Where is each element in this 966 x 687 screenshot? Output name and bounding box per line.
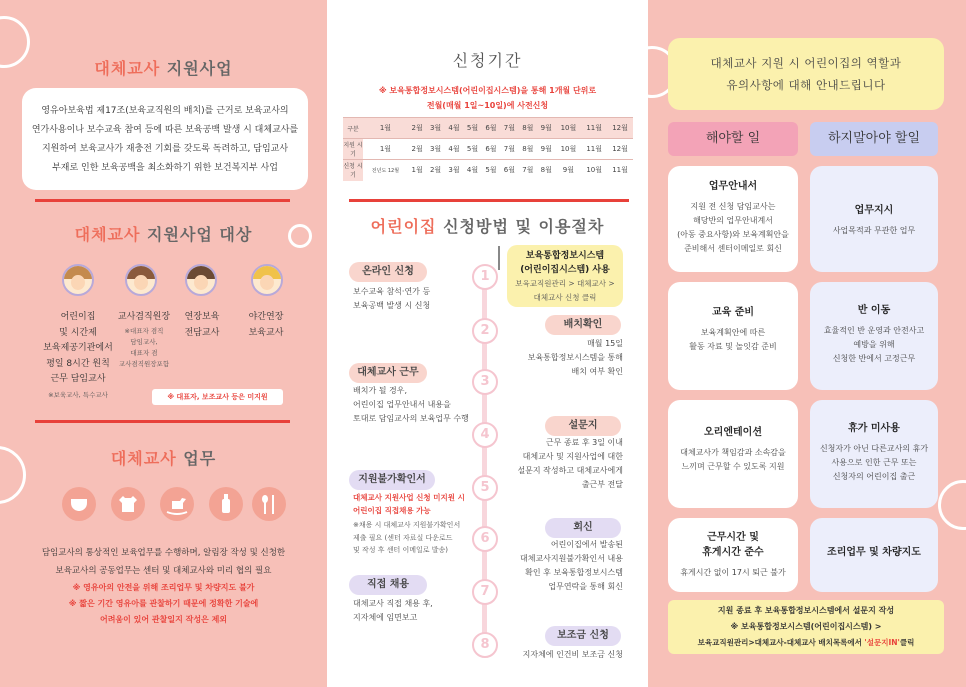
application-period-note: ※ 보육통합정보시스템(어린이집시스템)을 통해 1개월 단위로 전월(매월 1일~10일)에 사전신청 bbox=[378, 86, 597, 110]
step-6-desc: 어린이집에서 발송된 대체교사지원불가확인서 내용 확인 후 보육통합정보시스템 업무연락을 통해 회신 bbox=[519, 540, 623, 591]
divider bbox=[35, 420, 290, 423]
pointer-hand-icon bbox=[498, 246, 504, 270]
extended-teacher-avatar-icon bbox=[185, 264, 217, 296]
step-2-number: 2 bbox=[472, 318, 498, 344]
schedule-header-row: 구분 1월 2월 3월 4월 5월 6월 7월 8월 9월 10월 11월 12월 bbox=[343, 118, 633, 139]
panel-left bbox=[0, 0, 327, 687]
procedure-title: 어린이집 신청방법 및 이용절차 bbox=[370, 217, 605, 236]
target-night: 야간연장 보육교사 bbox=[248, 312, 284, 338]
support-description-box bbox=[22, 88, 308, 190]
do-card-orientation: 오리엔테이션 대체교사가 책임감과 소속감을 느끼며 근무할 수 있도록 지원 bbox=[668, 400, 798, 508]
divider bbox=[349, 199, 629, 202]
dont-card-instructions: 업무지시 사업목적과 무관한 업무 bbox=[810, 166, 938, 272]
baby-onesie-icon bbox=[111, 487, 145, 521]
step-7-desc: 대체교사 직접 채용 후, 지자체에 임면보고 bbox=[353, 599, 433, 622]
step-6-number: 6 bbox=[472, 526, 498, 552]
section-title-targets: 대체교사 지원사업 대상 bbox=[74, 225, 253, 244]
panel-middle bbox=[327, 0, 648, 687]
step-7-number: 7 bbox=[472, 579, 498, 605]
step-1-label: 온라인 신청 bbox=[349, 262, 427, 282]
do-card-manual: 업무안내서 지원 전 신청 담임교사는 해당반의 업무안내계서 (아동 중요사항)와 보육계획안을 준비해서 센터이메일로 회신 bbox=[668, 166, 798, 272]
step-5-number: 5 bbox=[472, 475, 498, 501]
support-text-line: 지원하여 보육교사가 재충전 기회를 갖도록 독려하고, 담임교사 bbox=[41, 144, 289, 154]
application-period-title: 신청기간 bbox=[452, 51, 523, 70]
support-text-line: 영유아보육법 제17조(보육교직원의 배치)를 근거로 보육교사의 bbox=[41, 106, 289, 116]
step-5-desc: ※채용 시 대체교사 지원불가확인서 제출 필요 (센터 자료실 다운로드 및 작성 후 센터 이메일로 발송) bbox=[353, 521, 461, 554]
divider bbox=[35, 199, 290, 202]
panel-right bbox=[648, 0, 966, 687]
duties-description: 담임교사의 통상적인 보육업무를 수행하며, 알림장 작성 및 신청한 보육교사의 공동업무는 센터 및 대체교사와 미리 협의 필요 bbox=[41, 548, 286, 576]
target-director: 교사겸직원장 ※대표자 겸직 담임교사, 대표자 겸 교사겸직원장포함 bbox=[117, 312, 171, 368]
step-4-number: 4 bbox=[472, 422, 498, 448]
survey-footer: 지원 종료 후 보육통합정보시스템에서 설문지 작성 ※ 보육통합정보시스템(어린이집시스템) > 보육교직원관리>대체교사-대체교사 배치목록에서 '설문지IN'클릭 bbox=[668, 600, 944, 654]
support-text-line: 부재로 인한 보육공백을 최소화하기 위한 보건복지부 사업 bbox=[52, 163, 278, 173]
section-title-support: 대체교사 지원사업 bbox=[94, 59, 233, 78]
step-5-red-desc: 대체교사 지원사업 신청 미지원 시 어린이집 직접채용 가능 bbox=[353, 493, 465, 515]
target-extended: 연장보육 전담교사 bbox=[184, 312, 220, 338]
step-3-number: 3 bbox=[472, 369, 498, 395]
exclusion-note: ※ 대표자, 보조교사 등은 미지원 bbox=[152, 389, 283, 405]
schedule-support-row: 지원 시기 1월 2월 3월 4월 5월 6월 7월 8월 9월 10월 11월 12월 bbox=[343, 139, 633, 160]
role-banner: 대체교사 지원 시 어린이집의 역할과 유의사항에 대해 안내드립니다 bbox=[668, 38, 944, 110]
do-card-work-hours: 근무시간 및 휴게시간 준수 휴게시간 없이 17시 퇴근 불가 bbox=[668, 518, 798, 592]
rocking-horse-icon bbox=[160, 487, 194, 521]
step-1-desc: 보수교육 참석·연가 등 보육공백 발생 시 신청 bbox=[353, 287, 431, 310]
step-8-desc: 지자체에 인건비 보조금 신청 bbox=[522, 650, 623, 659]
do-card-education: 교육 준비 보육계획안에 따른 활동 자료 및 놀잇감 준비 bbox=[668, 282, 798, 390]
step-3-desc: 배치가 될 경우, 어린이집 업무안내서 내용을 토대로 담임교사의 보육업무 수행 bbox=[353, 386, 469, 423]
do-header: 해야할 일 bbox=[668, 122, 798, 156]
teacher-avatar-icon bbox=[62, 264, 94, 296]
spoon-fork-icon bbox=[252, 487, 286, 521]
step-3-label: 대체교사 근무 bbox=[349, 363, 427, 383]
dont-card-cooking-driving: 조리업무 및 차량지도 bbox=[810, 518, 938, 592]
system-info-box: 보육통합정보시스템 (어린이집시스템) 사용 보육교직원관리 > 대체교사 > 대체교사 신청 클릭 bbox=[507, 245, 623, 307]
step-4-desc: 근무 종료 후 3일 이내 대체교사 및 지원사업에 대한 설문지 작성하고 대체교사에게 출근부 전달 bbox=[517, 438, 623, 489]
director-avatar-icon bbox=[125, 264, 157, 296]
schedule-table bbox=[343, 117, 633, 181]
dont-header: 하지말아야 할일 bbox=[810, 122, 938, 156]
step-5-label: 지원불가확인서 bbox=[349, 470, 435, 490]
decor-ring bbox=[938, 480, 966, 530]
baby-bottle-icon bbox=[209, 487, 243, 521]
support-text-line: 연가사용이나 보수교육 참여 등에 따른 보육공백 발생 시 대체교사를 bbox=[31, 125, 299, 135]
schedule-apply-row: 신청 시기 전년도 12월 1월 2월 3월 4월 5월 6월 7월 8월 9월 10월 11월 bbox=[343, 160, 633, 181]
dont-card-vacation: 휴가 미사용 신청자가 아닌 다른교사의 휴가 사용으로 인한 근무 또는 신청자의 어린이집 출근 bbox=[810, 400, 938, 508]
section-title-duties: 대체교사 업무 bbox=[110, 449, 217, 468]
step-8-number: 8 bbox=[472, 632, 498, 658]
step-8-label: 보조금 신청 bbox=[545, 626, 621, 646]
target-homeroom: 어린이집 및 시간제 보육제공기관에서 평일 8시간 원칙 근무 담임교사 ※보육교사, 특수교사 bbox=[43, 312, 113, 399]
step-7-label: 직접 채용 bbox=[349, 575, 427, 595]
step-4-label: 설문지 bbox=[545, 416, 621, 436]
step-1-number: 1 bbox=[472, 264, 498, 290]
night-teacher-avatar-icon bbox=[251, 264, 283, 296]
dont-card-class-move: 반 이동 효율적인 반 운영과 안전사고 예방을 위해 신청한 반에서 고정근무 bbox=[810, 282, 938, 390]
step-6-label: 회신 bbox=[545, 518, 621, 538]
diaper-icon bbox=[62, 487, 96, 521]
duties-warning: ※ 영유아의 안전을 위해 조리업무 및 차량지도 불가 ※ 짧은 기간 영유아를 관찰하기 때문에 정확한 기술에 어려움이 있어 관찰일지 작성은 제외 bbox=[68, 583, 259, 624]
step-2-label: 배치확인 bbox=[545, 315, 621, 335]
step-2-desc: 매월 15일 보육통합정보시스템을 통해 배치 여부 확인 bbox=[527, 339, 623, 376]
